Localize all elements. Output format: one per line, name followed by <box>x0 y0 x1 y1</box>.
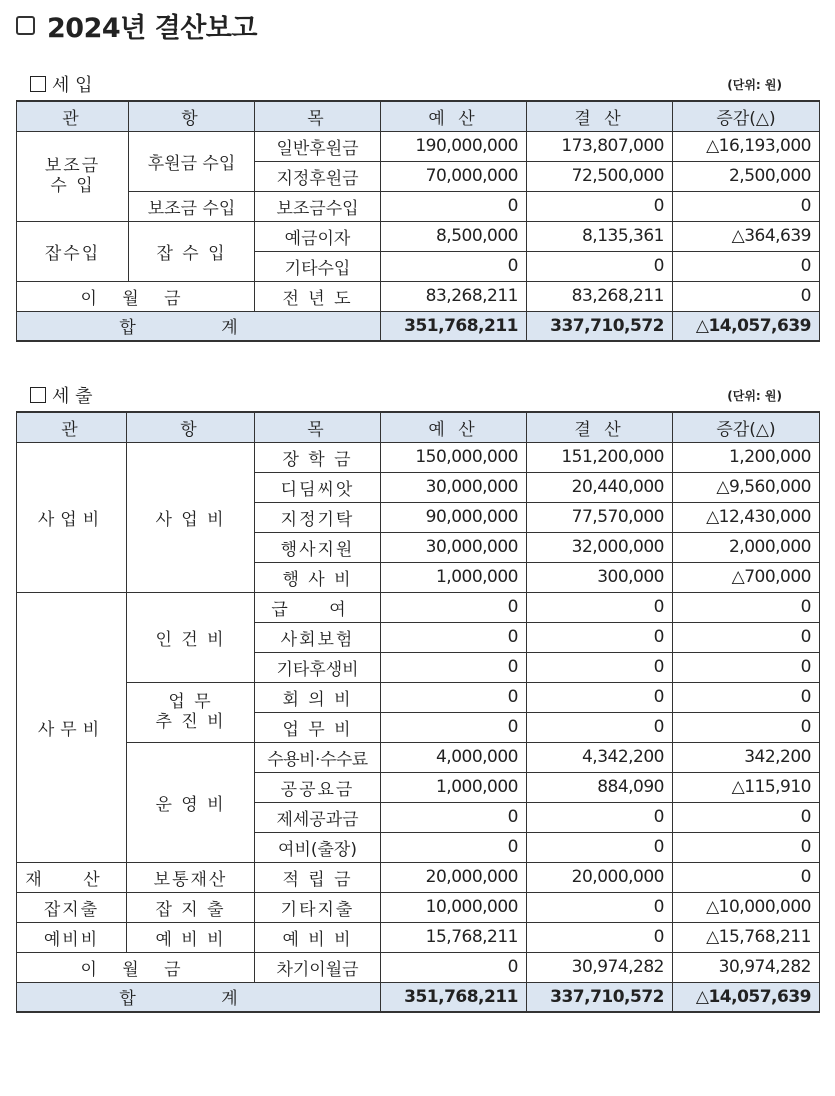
mok-cell: 제세공과금 <box>255 802 381 832</box>
settle-cell: 0 <box>527 622 673 652</box>
header-hang: 항 <box>127 412 255 442</box>
mok-cell: 적 립 금 <box>255 862 381 892</box>
expense-unit: (단위: 원) <box>727 388 782 403</box>
settle-cell: 72,500,000 <box>527 161 673 191</box>
settle-cell: 0 <box>527 592 673 622</box>
budget-cell: 150,000,000 <box>381 442 527 472</box>
settle-cell: 0 <box>527 712 673 742</box>
budget-cell: 8,500,000 <box>381 221 527 251</box>
budget-cell: 15,768,211 <box>381 922 527 952</box>
gwan-cell: 이 월 금 <box>17 281 255 311</box>
income-unit: (단위: 원) <box>727 77 782 92</box>
settle-cell: 884,090 <box>527 772 673 802</box>
income-label: 세 입 <box>52 75 93 96</box>
budget-cell: 0 <box>381 832 527 862</box>
hang-cell: 후원금 수입 <box>129 131 255 191</box>
diff-cell: 0 <box>673 712 820 742</box>
income-table <box>16 100 820 342</box>
diff-cell: 0 <box>673 682 820 712</box>
mok-cell: 예금이자 <box>255 221 381 251</box>
expense-header-row <box>17 412 820 442</box>
budget-cell: 0 <box>381 251 527 281</box>
mok-cell: 일반후원금 <box>255 131 381 161</box>
mok-cell: 업 무 비 <box>255 712 381 742</box>
total-settle: 337,710,572 <box>527 982 673 1012</box>
table-row <box>17 131 820 161</box>
expense-table <box>16 411 820 1013</box>
mok-cell: 장 학 금 <box>255 442 381 472</box>
header-gwan: 관 <box>17 412 127 442</box>
income-header-row <box>17 101 820 131</box>
settle-cell: 300,000 <box>527 562 673 592</box>
table-row <box>17 922 820 952</box>
gwan-cell: 사무비 <box>17 592 127 862</box>
table-row <box>17 682 820 712</box>
hang-cell: 잡 지 출 <box>127 892 255 922</box>
table-row <box>17 281 820 311</box>
budget-cell: 0 <box>381 622 527 652</box>
diff-cell: 2,000,000 <box>673 532 820 562</box>
header-mok: 목 <box>255 101 381 131</box>
budget-cell: 10,000,000 <box>381 892 527 922</box>
mok-cell: 기타지출 <box>255 892 381 922</box>
diff-cell: 0 <box>673 592 820 622</box>
budget-cell: 4,000,000 <box>381 742 527 772</box>
budget-cell: 0 <box>381 712 527 742</box>
header-settle: 결 산 <box>527 101 673 131</box>
mok-cell: 사회보험 <box>255 622 381 652</box>
expense-section-header <box>30 383 782 407</box>
table-row <box>17 592 820 622</box>
settle-cell: 30,974,282 <box>527 952 673 982</box>
mok-cell: 급 여 <box>255 592 381 622</box>
mok-cell: 지정기탁 <box>255 502 381 532</box>
budget-cell: 0 <box>381 592 527 622</box>
mok-cell: 기타후생비 <box>255 652 381 682</box>
expense-label: 세 출 <box>52 386 93 407</box>
mok-cell: 기타수입 <box>255 251 381 281</box>
header-budget: 예 산 <box>381 101 527 131</box>
budget-cell: 20,000,000 <box>381 862 527 892</box>
hang-cell: 예 비 비 <box>127 922 255 952</box>
settle-cell: 0 <box>527 802 673 832</box>
mok-cell: 보조금수입 <box>255 191 381 221</box>
diff-cell: 0 <box>673 622 820 652</box>
gwan-cell: 잡지출 <box>17 892 127 922</box>
total-diff: △14,057,639 <box>673 982 820 1012</box>
budget-cell: 0 <box>381 952 527 982</box>
diff-cell: 342,200 <box>673 742 820 772</box>
gwan-cell: 사업비 <box>17 442 127 592</box>
mok-cell: 디딤씨앗 <box>255 472 381 502</box>
header-diff: 증감(△) <box>673 101 820 131</box>
header-hang: 항 <box>129 101 255 131</box>
header-mok: 목 <box>255 412 381 442</box>
mok-cell: 수용비·수수료 <box>255 742 381 772</box>
table-row <box>17 742 820 772</box>
budget-cell: 83,268,211 <box>381 281 527 311</box>
total-label: 합 계 <box>17 982 381 1012</box>
settle-cell: 20,440,000 <box>527 472 673 502</box>
table-row <box>17 892 820 922</box>
hang-cell: 업 무 추 진 비 <box>127 682 255 742</box>
total-diff: △14,057,639 <box>673 311 820 341</box>
table-row <box>17 952 820 982</box>
settle-cell: 4,342,200 <box>527 742 673 772</box>
settle-cell: 8,135,361 <box>527 221 673 251</box>
diff-cell: 1,200,000 <box>673 442 820 472</box>
settle-cell: 20,000,000 <box>527 862 673 892</box>
budget-cell: 0 <box>381 682 527 712</box>
diff-cell: △12,430,000 <box>673 502 820 532</box>
mok-cell: 여비(출장) <box>255 832 381 862</box>
mok-cell: 공공요금 <box>255 772 381 802</box>
diff-cell: △16,193,000 <box>673 131 820 161</box>
total-budget: 351,768,211 <box>381 311 527 341</box>
mok-cell: 행 사 비 <box>255 562 381 592</box>
income-total-row <box>17 311 820 341</box>
diff-cell: 0 <box>673 652 820 682</box>
diff-cell: 0 <box>673 802 820 832</box>
settle-cell: 151,200,000 <box>527 442 673 472</box>
budget-cell: 190,000,000 <box>381 131 527 161</box>
budget-cell: 30,000,000 <box>381 532 527 562</box>
hang-cell: 잡 수 입 <box>129 221 255 281</box>
mok-cell: 행사지원 <box>255 532 381 562</box>
square-icon <box>30 76 46 92</box>
hang-cell: 운 영 비 <box>127 742 255 862</box>
income-section-header <box>30 72 782 96</box>
budget-cell: 1,000,000 <box>381 772 527 802</box>
budget-cell: 0 <box>381 652 527 682</box>
hang-cell: 보통재산 <box>127 862 255 892</box>
total-budget: 351,768,211 <box>381 982 527 1012</box>
gwan-cell: 잡수입 <box>17 221 129 281</box>
settle-cell: 0 <box>527 652 673 682</box>
header-gwan: 관 <box>17 101 129 131</box>
hang-cell: 보조금 수입 <box>129 191 255 221</box>
diff-cell: △15,768,211 <box>673 922 820 952</box>
mok-cell: 지정후원금 <box>255 161 381 191</box>
settle-cell: 0 <box>527 682 673 712</box>
table-row <box>17 442 820 472</box>
header-settle: 결 산 <box>527 412 673 442</box>
settle-cell: 0 <box>527 892 673 922</box>
diff-cell: 0 <box>673 191 820 221</box>
settle-cell: 0 <box>527 832 673 862</box>
diff-cell: △10,000,000 <box>673 892 820 922</box>
gwan-cell: 예비비 <box>17 922 127 952</box>
diff-cell: 30,974,282 <box>673 952 820 982</box>
budget-cell: 1,000,000 <box>381 562 527 592</box>
square-icon <box>30 387 46 403</box>
budget-cell: 30,000,000 <box>381 472 527 502</box>
mok-cell: 전 년 도 <box>255 281 381 311</box>
header-budget: 예 산 <box>381 412 527 442</box>
mok-cell: 회 의 비 <box>255 682 381 712</box>
diff-cell: 2,500,000 <box>673 161 820 191</box>
diff-cell: 0 <box>673 832 820 862</box>
table-row <box>17 862 820 892</box>
budget-cell: 90,000,000 <box>381 502 527 532</box>
diff-cell: △700,000 <box>673 562 820 592</box>
expense-total-row <box>17 982 820 1012</box>
page-title <box>16 4 257 46</box>
gwan-cell: 이 월 금 <box>17 952 255 982</box>
mok-cell: 차기이월금 <box>255 952 381 982</box>
diff-cell: 0 <box>673 862 820 892</box>
budget-cell: 0 <box>381 802 527 832</box>
settle-cell: 0 <box>527 191 673 221</box>
settle-cell: 0 <box>527 251 673 281</box>
diff-cell: △115,910 <box>673 772 820 802</box>
page-title-text: 2024년 결산보고 <box>47 12 257 44</box>
settle-cell: 32,000,000 <box>527 532 673 562</box>
table-row <box>17 221 820 251</box>
header-diff: 증감(△) <box>673 412 820 442</box>
hang-cell: 사 업 비 <box>127 442 255 592</box>
gwan-cell: 보조금 수 입 <box>17 131 129 221</box>
mok-cell: 예 비 비 <box>255 922 381 952</box>
diff-cell: 0 <box>673 251 820 281</box>
diff-cell: △9,560,000 <box>673 472 820 502</box>
settle-cell: 77,570,000 <box>527 502 673 532</box>
budget-cell: 0 <box>381 191 527 221</box>
total-label: 합 계 <box>17 311 381 341</box>
gwan-cell: 재 산 <box>17 862 127 892</box>
diff-cell: △364,639 <box>673 221 820 251</box>
hang-cell: 인 건 비 <box>127 592 255 682</box>
settle-cell: 83,268,211 <box>527 281 673 311</box>
diff-cell: 0 <box>673 281 820 311</box>
settle-cell: 173,807,000 <box>527 131 673 161</box>
checkbox-icon <box>16 16 35 35</box>
table-row <box>17 191 820 221</box>
budget-cell: 70,000,000 <box>381 161 527 191</box>
settle-cell: 0 <box>527 922 673 952</box>
total-settle: 337,710,572 <box>527 311 673 341</box>
